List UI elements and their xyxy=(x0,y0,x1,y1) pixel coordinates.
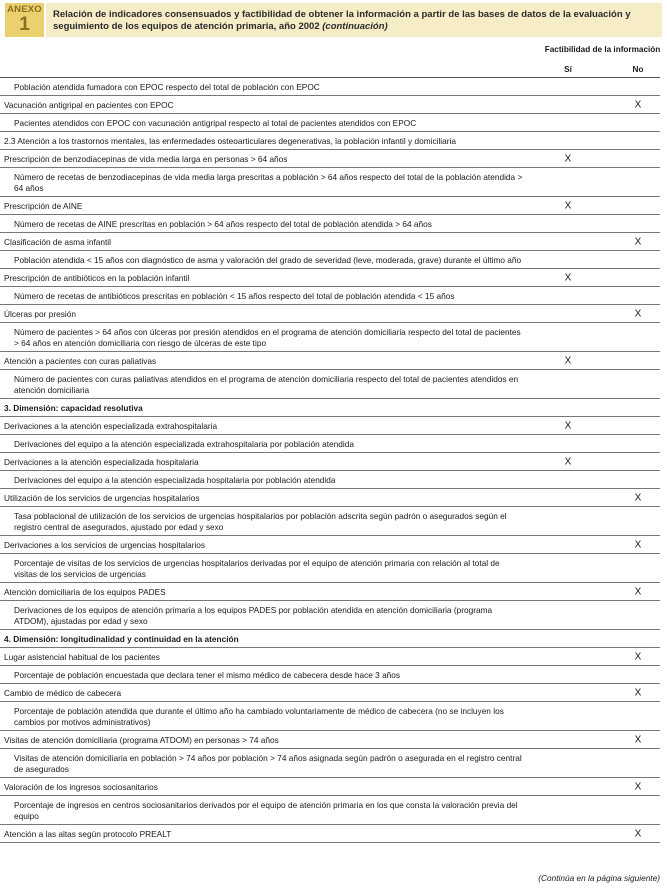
indicator-definition: Número de pacientes con curas paliativas atendidos en el programa de atención domiciliaria respecto del total de pacientes atendidos en atención domiciliaria xyxy=(14,373,519,395)
table-row xyxy=(0,215,660,233)
table-row xyxy=(0,536,660,554)
indicator-name: Derivaciones a la atención especializada hospitalaria xyxy=(4,456,199,467)
table-title-suffix: (continuación) xyxy=(322,21,388,32)
table-row xyxy=(0,168,660,197)
indicator-name: Utilización de los servicios de urgencias hospitalarios xyxy=(4,492,200,503)
indicator-definition: Número de pacientes > 64 años con úlceras por presión atendidos en el programa de atención domiciliaria respecto del total de pacientes > 64 años en atención domiciliaria con riesgo de úlceras de este tipo xyxy=(14,326,521,348)
table-title xyxy=(53,9,653,33)
table-row xyxy=(0,251,660,269)
indicator-table xyxy=(0,77,660,843)
annex-badge xyxy=(5,3,44,37)
table-row xyxy=(0,352,660,370)
feasibility-no-mark: X xyxy=(634,651,642,662)
table-row xyxy=(0,825,660,843)
table-row xyxy=(0,684,660,702)
table-row xyxy=(0,489,660,507)
indicator-definition: Población atendida < 15 años con diagnóstico de asma y valoración del grado de severidad (leve, moderada, grave) durante el último año xyxy=(14,254,522,265)
column-header-no: No xyxy=(632,65,644,74)
table-row xyxy=(0,417,660,435)
feasibility-si-mark: X xyxy=(564,456,572,467)
indicator-definition: Derivaciones del equipo a la atención especializada hospitalaria por población atendida xyxy=(14,474,336,485)
indicator-name: Prescripción de benzodiacepinas de vida media larga en personas > 64 años xyxy=(4,153,288,164)
indicator-definition: Derivaciones de los equipos de atención primaria a los equipos PADES por población atendida en atención domiciliaria (programa ATDOM), ajustadas por edad y sexo xyxy=(14,604,493,626)
feasibility-no-mark: X xyxy=(634,586,642,597)
table-row xyxy=(0,150,660,168)
table-row xyxy=(0,287,660,305)
indicator-name: Atención a pacientes con curas paliativas xyxy=(4,355,157,366)
table-row xyxy=(0,269,660,287)
column-group-header: Factibilidad de la información xyxy=(544,45,661,54)
indicator-name: Cambio de médico de cabecera xyxy=(4,687,122,698)
table-row xyxy=(0,749,660,778)
section-heading: 3. Dimensión: capacidad resolutiva xyxy=(4,402,143,413)
indicator-name: Prescripción de AINE xyxy=(4,200,83,211)
feasibility-no-mark: X xyxy=(634,781,642,792)
table-row xyxy=(0,399,660,417)
table-row xyxy=(0,435,660,453)
indicator-definition: Número de recetas de antibióticos prescritas en población < 15 años respecto del total de población atendida < 15 años xyxy=(14,290,455,301)
indicator-definition: Población atendida fumadora con EPOC respecto del total de población con EPOC xyxy=(14,81,320,92)
indicator-definition: Número de recetas de AINE prescritas en población > 64 años respecto del total de población atendida > 64 años xyxy=(14,218,432,229)
feasibility-no-mark: X xyxy=(634,99,642,110)
table-row xyxy=(0,132,660,150)
section-heading: 4. Dimensión: longitudinalidad y continuidad en la atención xyxy=(4,633,239,644)
column-header-si: Sí xyxy=(564,65,572,74)
table-title-text: Relación de indicadores consensuados y factibilidad de obtener la información a partir de las bases de datos de la evaluación y seguimiento de los equipos de atención primaria, año 2002 xyxy=(53,9,631,32)
indicator-name: Vacunación antigripal en pacientes con EPOC xyxy=(4,99,174,110)
table-row xyxy=(0,197,660,215)
feasibility-no-mark: X xyxy=(634,734,642,745)
indicator-name: Derivaciones a la atención especializada extrahospitalaria xyxy=(4,420,218,431)
table-row xyxy=(0,305,660,323)
table-row xyxy=(0,233,660,251)
feasibility-si-mark: X xyxy=(564,355,572,366)
indicator-name: Atención a las altas según protocolo PREALT xyxy=(4,828,172,839)
table-row xyxy=(0,630,660,648)
indicator-definition: Porcentaje de ingresos en centros sociosanitarios derivados por el equipo de atención primaria en los que consta la valoración previa del equipo xyxy=(14,799,518,821)
feasibility-no-mark: X xyxy=(634,539,642,550)
table-row xyxy=(0,370,660,399)
continuation-note: (Continúa en la página siguiente) xyxy=(538,873,660,883)
indicator-definition: Porcentaje de visitas de los servicios de urgencias hospitalarios derivadas por el equipo de atención primaria con relación al total de visitas de los servicios de urgencias xyxy=(14,557,500,579)
indicator-definition: Número de recetas de benzodiacepinas de vida media larga prescritas a población > 64 años respecto del total de la población atendida > 64 años xyxy=(14,171,523,193)
table-row xyxy=(0,583,660,601)
table-row xyxy=(0,648,660,666)
table-row xyxy=(0,796,660,825)
table-row xyxy=(0,778,660,796)
indicator-name: Valoración de los ingresos sociosanitarios xyxy=(4,781,158,792)
page-header xyxy=(0,0,667,38)
table-row xyxy=(0,453,660,471)
indicator-name: Lugar asistencial habitual de los pacientes xyxy=(4,651,160,662)
indicator-name: Visitas de atención domiciliaria (programa ATDOM) en personas > 74 años xyxy=(4,734,279,745)
indicator-definition: Visitas de atención domiciliaria en población > 74 años por población > 74 años asignada según padrón o asegurada en el registro central de asegurados xyxy=(14,752,522,774)
feasibility-si-mark: X xyxy=(564,272,572,283)
table-row xyxy=(0,507,660,536)
indicator-name: Atención domiciliaria de los equipos PADES xyxy=(4,586,166,597)
feasibility-si-mark: X xyxy=(564,200,572,211)
table-row xyxy=(0,702,660,731)
table-row xyxy=(0,554,660,583)
title-box xyxy=(46,3,662,37)
feasibility-no-mark: X xyxy=(634,492,642,503)
indicator-name: Clasificación de asma infantil xyxy=(4,236,111,247)
indicator-definition: Porcentaje de población encuestada que declara tener el mismo médico de cabecera desde hace 3 años xyxy=(14,669,401,680)
table-row xyxy=(0,96,660,114)
feasibility-no-mark: X xyxy=(634,828,642,839)
feasibility-si-mark: X xyxy=(564,153,572,164)
table-row xyxy=(0,114,660,132)
table-row xyxy=(0,601,660,630)
indicator-definition: Pacientes atendidos con EPOC con vacunación antigripal respecto al total de pacientes atendidos con EPOC xyxy=(14,117,417,128)
table-row xyxy=(0,78,660,96)
feasibility-no-mark: X xyxy=(634,308,642,319)
indicator-name: Úlceras por presión xyxy=(4,308,76,319)
indicator-name: Prescripción de antibióticos en la población infantil xyxy=(4,272,190,283)
feasibility-no-mark: X xyxy=(634,236,642,247)
feasibility-si-mark: X xyxy=(564,420,572,431)
table-row xyxy=(0,323,660,352)
section-heading: 2.3 Atención a los trastornos mentales, las enfermedades osteoarticulares degenerativas, la población infantil y domiciliaria xyxy=(4,135,456,146)
indicator-definition: Derivaciones del equipo a la atención especializada extrahospitalaria por población atendida xyxy=(14,438,354,449)
feasibility-no-mark: X xyxy=(634,687,642,698)
annex-badge-number: 1 xyxy=(19,14,30,35)
indicator-definition: Porcentaje de población atendida que durante el último año ha cambiado voluntariamente de médico de cabecera (no se incluyen los cambios por motivos administrativos) xyxy=(14,705,504,727)
annex-badge-label: ANEXO xyxy=(7,4,42,15)
indicator-definition: Tasa poblacional de utilización de los servicios de urgencias hospitalarios por población adscrita según padrón o asegurados según el registro central de asegurados, ajustado por edad y sexo xyxy=(14,510,507,532)
indicator-name: Derivaciones a los servicios de urgencias hospitalarios xyxy=(4,539,206,550)
table-row xyxy=(0,666,660,684)
table-row xyxy=(0,471,660,489)
table-row xyxy=(0,731,660,749)
